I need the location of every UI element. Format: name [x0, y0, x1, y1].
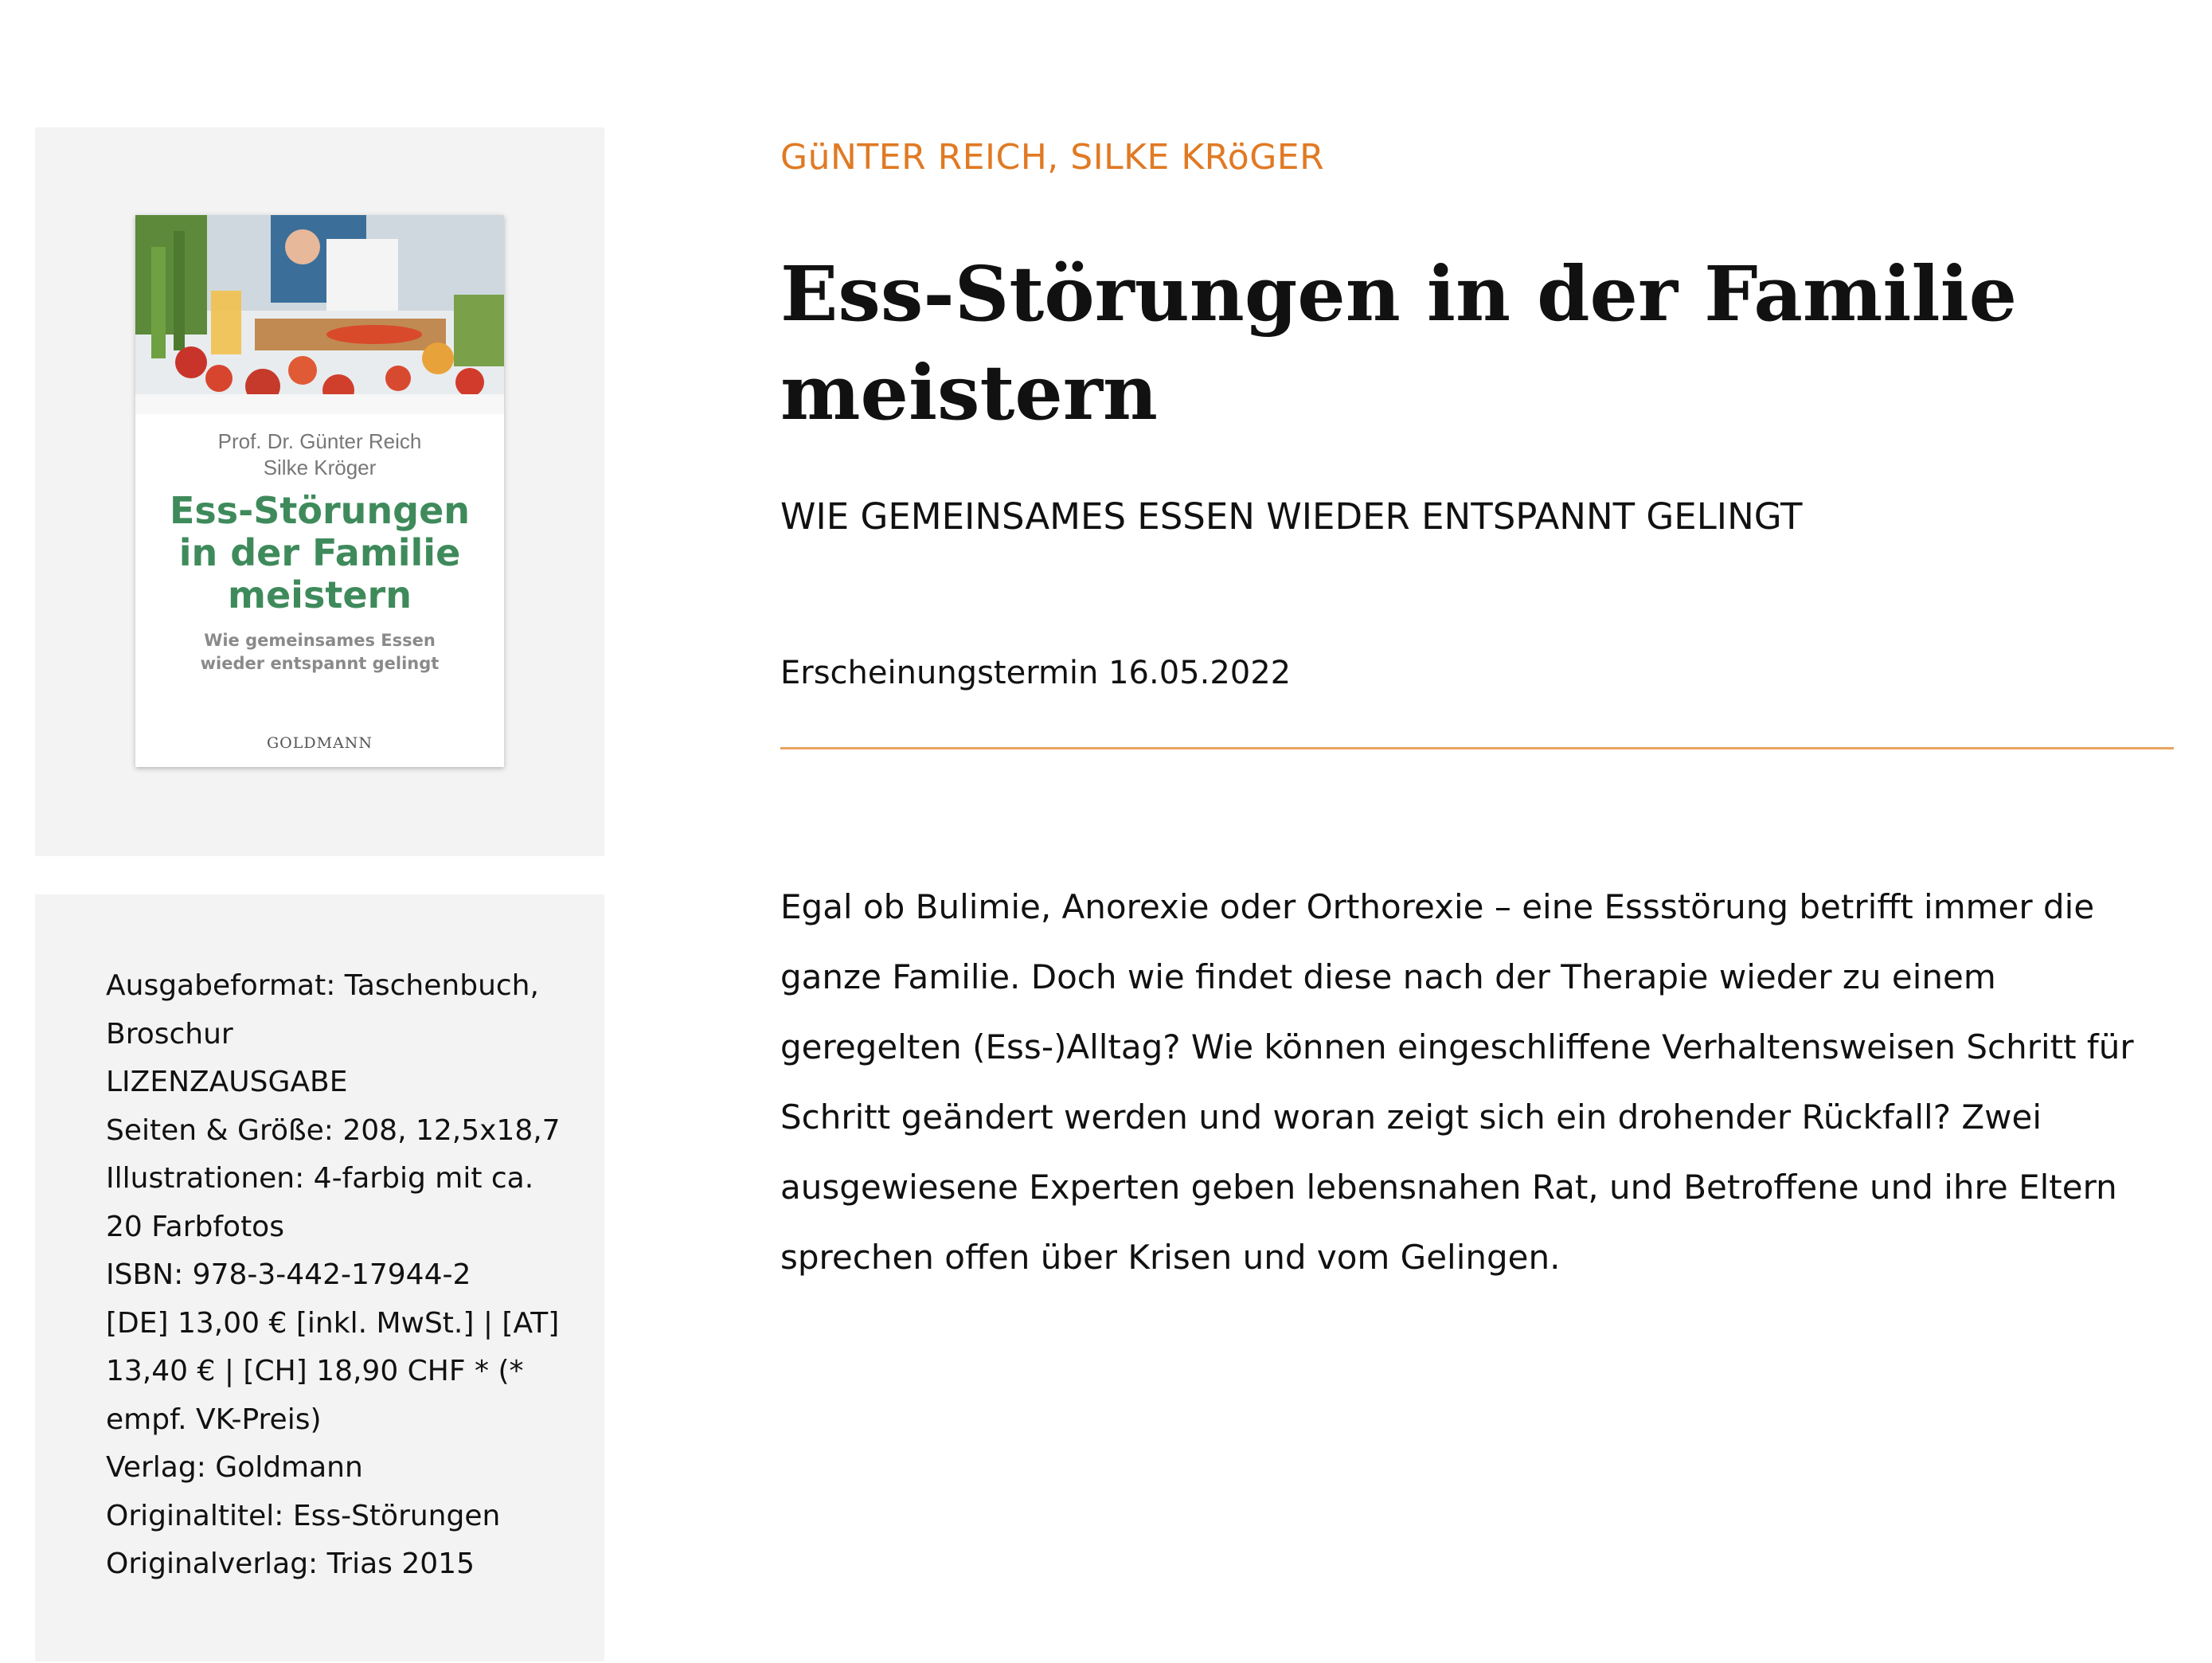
book-subtitle: WIE GEMEINSAMES ESSEN WIEDER ENTSPANNT GELINGT	[780, 495, 1803, 538]
cover-subtitle	[151, 629, 488, 675]
detail-price: [DE] 13,00 € [inkl. MwSt.] | [AT]	[106, 1306, 560, 1340]
cover-title-line: meistern	[228, 573, 412, 616]
cover-title-line: Ess-Störungen	[169, 489, 471, 532]
release-date: Erscheinungstermin 16.05.2022	[780, 655, 1292, 691]
detail-price-cont: 13,40 € | [CH] 18,90 CHF * (*	[106, 1355, 524, 1387]
detail-format-cont: Broschur	[106, 1017, 233, 1051]
detail-pages-size: Seiten & Größe: 208, 12,5x18,7	[106, 1113, 561, 1147]
cover-photo	[135, 215, 504, 414]
cover-authors	[135, 428, 504, 481]
book-details-list	[106, 962, 584, 1589]
cover-title-line: in der Familie	[178, 531, 461, 574]
detail-original-publisher: Originalverlag: Trias 2015	[106, 1548, 475, 1580]
section-divider	[780, 747, 2174, 749]
cover-author-line: Silke Kröger	[263, 456, 377, 479]
detail-price-note: empf. VK-Preis)	[106, 1403, 322, 1436]
detail-isbn: ISBN: 978-3-442-17944-2	[106, 1258, 471, 1291]
detail-edition: LIZENZAUSGABE	[106, 1066, 348, 1098]
book-title: Ess-Störungen in der Familie meistern	[780, 250, 2018, 437]
book-cover-image[interactable]	[135, 215, 504, 767]
detail-publisher: Verlag: Goldmann	[106, 1451, 363, 1484]
cover-subtitle-line: wieder entspannt gelingt	[200, 654, 440, 673]
cover-subtitle-line: Wie gemeinsames Essen	[204, 631, 436, 650]
detail-illustrations: Illustrationen: 4-farbig mit ca.	[106, 1162, 534, 1195]
detail-illustrations-cont: 20 Farbfotos	[106, 1210, 284, 1243]
cover-author-line: Prof. Dr. Günter Reich	[217, 429, 422, 453]
cover-publisher-logo: GOLDMANN	[266, 734, 373, 752]
detail-format: Ausgabeformat: Taschenbuch,	[106, 969, 539, 1002]
book-authors-link[interactable]: GüNTER REICH, SILKE KRöGER	[780, 137, 1325, 178]
details-panel	[35, 894, 604, 1661]
detail-original-title: Originaltitel: Ess-Störungen	[106, 1499, 501, 1532]
cover-title	[143, 490, 496, 616]
book-description: Egal ob Bulimie, Anorexie oder Orthorexie – eine Essstörung betrifft immer die ganze Familie. Doch wie findet diese nach der Therapie wieder zu einem geregelten (Ess-)Alltag? Wie können eingeschliffene Verhaltensweisen Schritt für Schritt geändert werden und woran zeigt sich ein drohender Rückfall? Zwei ausgewiesene Experten geben lebensnahen Rat, und Betroffene und ihre Eltern sprechen offen über Krisen und vom Gelingen.	[780, 887, 2134, 1277]
cover-panel	[35, 127, 604, 856]
